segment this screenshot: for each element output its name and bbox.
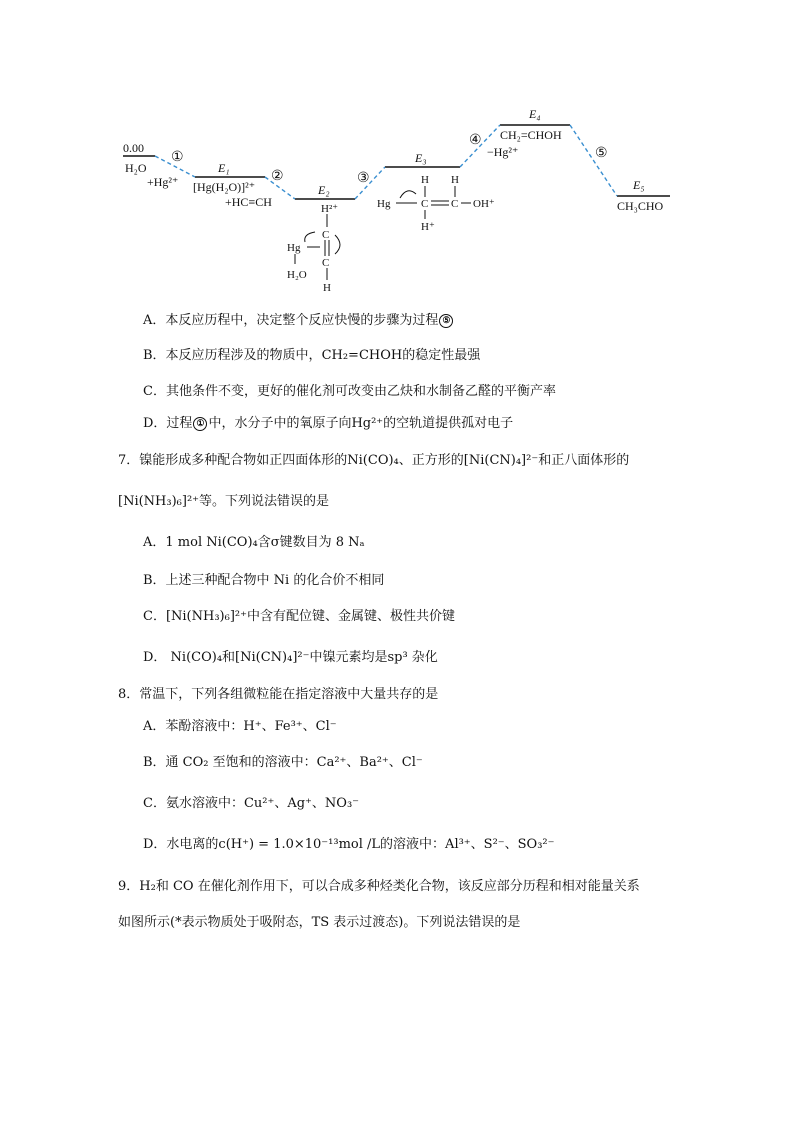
e3-c-left: C xyxy=(421,198,429,210)
q6-option-b-pre: B．本反应历程涉及的物质中， xyxy=(143,348,322,363)
e3-hg: Hg xyxy=(377,198,391,210)
q8-stem: 8．常温下，下列各组微粒能在指定溶液中大量共存的是 xyxy=(118,687,439,702)
e2-h2o: H₂O xyxy=(287,269,307,281)
step-5-marker: ⑤ xyxy=(595,146,608,161)
start-species: H₂O xyxy=(125,161,147,175)
q7-option-b: B．上述三种配合物中 Ni 的化合价不相同 xyxy=(143,573,385,588)
q8-option-c: C．氨水溶液中：Cu²⁺、Ag⁺、NO₃⁻ xyxy=(143,796,360,811)
q7-option-d: D． Ni(CO)₄和[Ni(CN)₄]²⁻中镍元素均是sp³ 杂化 xyxy=(143,650,438,665)
step-3-marker: ③ xyxy=(357,171,370,186)
e3-h-right: H xyxy=(451,174,459,186)
q9-stem-1: 9．H₂和 CO 在催化剂作用下，可以合成多种烃类化合物，该反应部分历程和相对能量关系 xyxy=(118,879,640,894)
q7-option-c: C．[Ni(NH₃)₆]²⁺中含有配位键、金属键、极性共价键 xyxy=(143,609,455,624)
e3-h-left: H xyxy=(421,174,429,186)
q7-stem-2: [Ni(NH₃)₆]²⁺等。下列说法错误的是 xyxy=(118,494,330,509)
q8-option-a: A．苯酚溶液中：H⁺、Fe³⁺、Cl⁻ xyxy=(143,719,337,734)
e1-label: E₁ xyxy=(218,161,230,175)
e2-c-top: C xyxy=(322,229,330,241)
q6-option-d xyxy=(143,414,513,434)
q6-option-b-formula: CH₂=CHOH xyxy=(321,348,403,363)
start-ion: +Hg²⁺ xyxy=(147,175,179,189)
e5-species: CH₃CHO xyxy=(617,199,664,213)
energy-diagram-svg xyxy=(115,100,685,300)
e1-species: [Hg(H₂O)]²⁺ xyxy=(193,180,256,194)
step-2-marker: ② xyxy=(271,169,284,184)
q6-option-b-post: 的稳定性最强 xyxy=(402,348,481,363)
energy-diagram xyxy=(115,100,685,300)
e3-h-plus: H⁺ xyxy=(421,221,435,233)
e4-label: E₄ xyxy=(529,107,541,121)
e5-label: E₅ xyxy=(633,178,645,192)
e2-label: E₂ xyxy=(318,183,330,197)
q8-option-d: D．水电离的c(H⁺) = 1.0×10⁻¹³mol /L的溶液中：Al³⁺、S²⁻、SO₃²⁻ xyxy=(143,837,555,852)
e1-added: +HC≡CH xyxy=(225,195,272,209)
q6-option-b xyxy=(143,346,480,366)
e2-h-bottom: H xyxy=(323,282,331,294)
q6-option-d-post: 中，水分子中的氧原子向Hg²⁺的空轨道提供孤对电子 xyxy=(208,416,514,431)
q6-option-d-num: ① xyxy=(193,417,207,431)
e2-hg: Hg xyxy=(287,242,301,254)
step-1-marker: ① xyxy=(171,150,184,165)
q6-option-a-text: A．本反应历程中，决定整个反应快慢的步骤为过程 xyxy=(143,313,439,328)
e2-c-bottom: C xyxy=(322,257,330,269)
q6-option-a xyxy=(143,311,454,331)
e3-oh: OH⁺ xyxy=(473,198,495,210)
q9-stem-2: 如图所示(*表示物质处于吸附态，TS 表示过渡态)。下列说法错误的是 xyxy=(118,915,521,930)
step-4-marker: ④ xyxy=(469,133,482,148)
e3-label: E₃ xyxy=(415,151,427,165)
q6-option-d-pre: D．过程 xyxy=(143,416,193,431)
start-energy: 0.00 xyxy=(123,141,144,155)
q8-option-b: B．通 CO₂ 至饱和的溶液中：Ca²⁺、Ba²⁺、Cl⁻ xyxy=(143,755,423,770)
e3-c-right: C xyxy=(451,198,459,210)
e4-species: CH₂=CHOH xyxy=(500,128,562,142)
e4-sub: −Hg²⁺ xyxy=(487,145,519,159)
e2-h: H²⁺ xyxy=(321,203,339,215)
q7-stem-1: 7．镍能形成多种配合物如正四面体形的Ni(CO)₄、正方形的[Ni(CN)₄]²⁻和正八面体形的 xyxy=(118,453,630,468)
connector-5 xyxy=(570,125,617,196)
q6-option-c: C．其他条件不变，更好的催化剂可改变由乙炔和水制备乙醛的平衡产率 xyxy=(143,384,556,399)
q7-option-a: A．1 mol Ni(CO)₄含σ键数目为 8 Nₐ xyxy=(143,535,365,550)
q6-option-a-num: ⑤ xyxy=(439,314,453,328)
